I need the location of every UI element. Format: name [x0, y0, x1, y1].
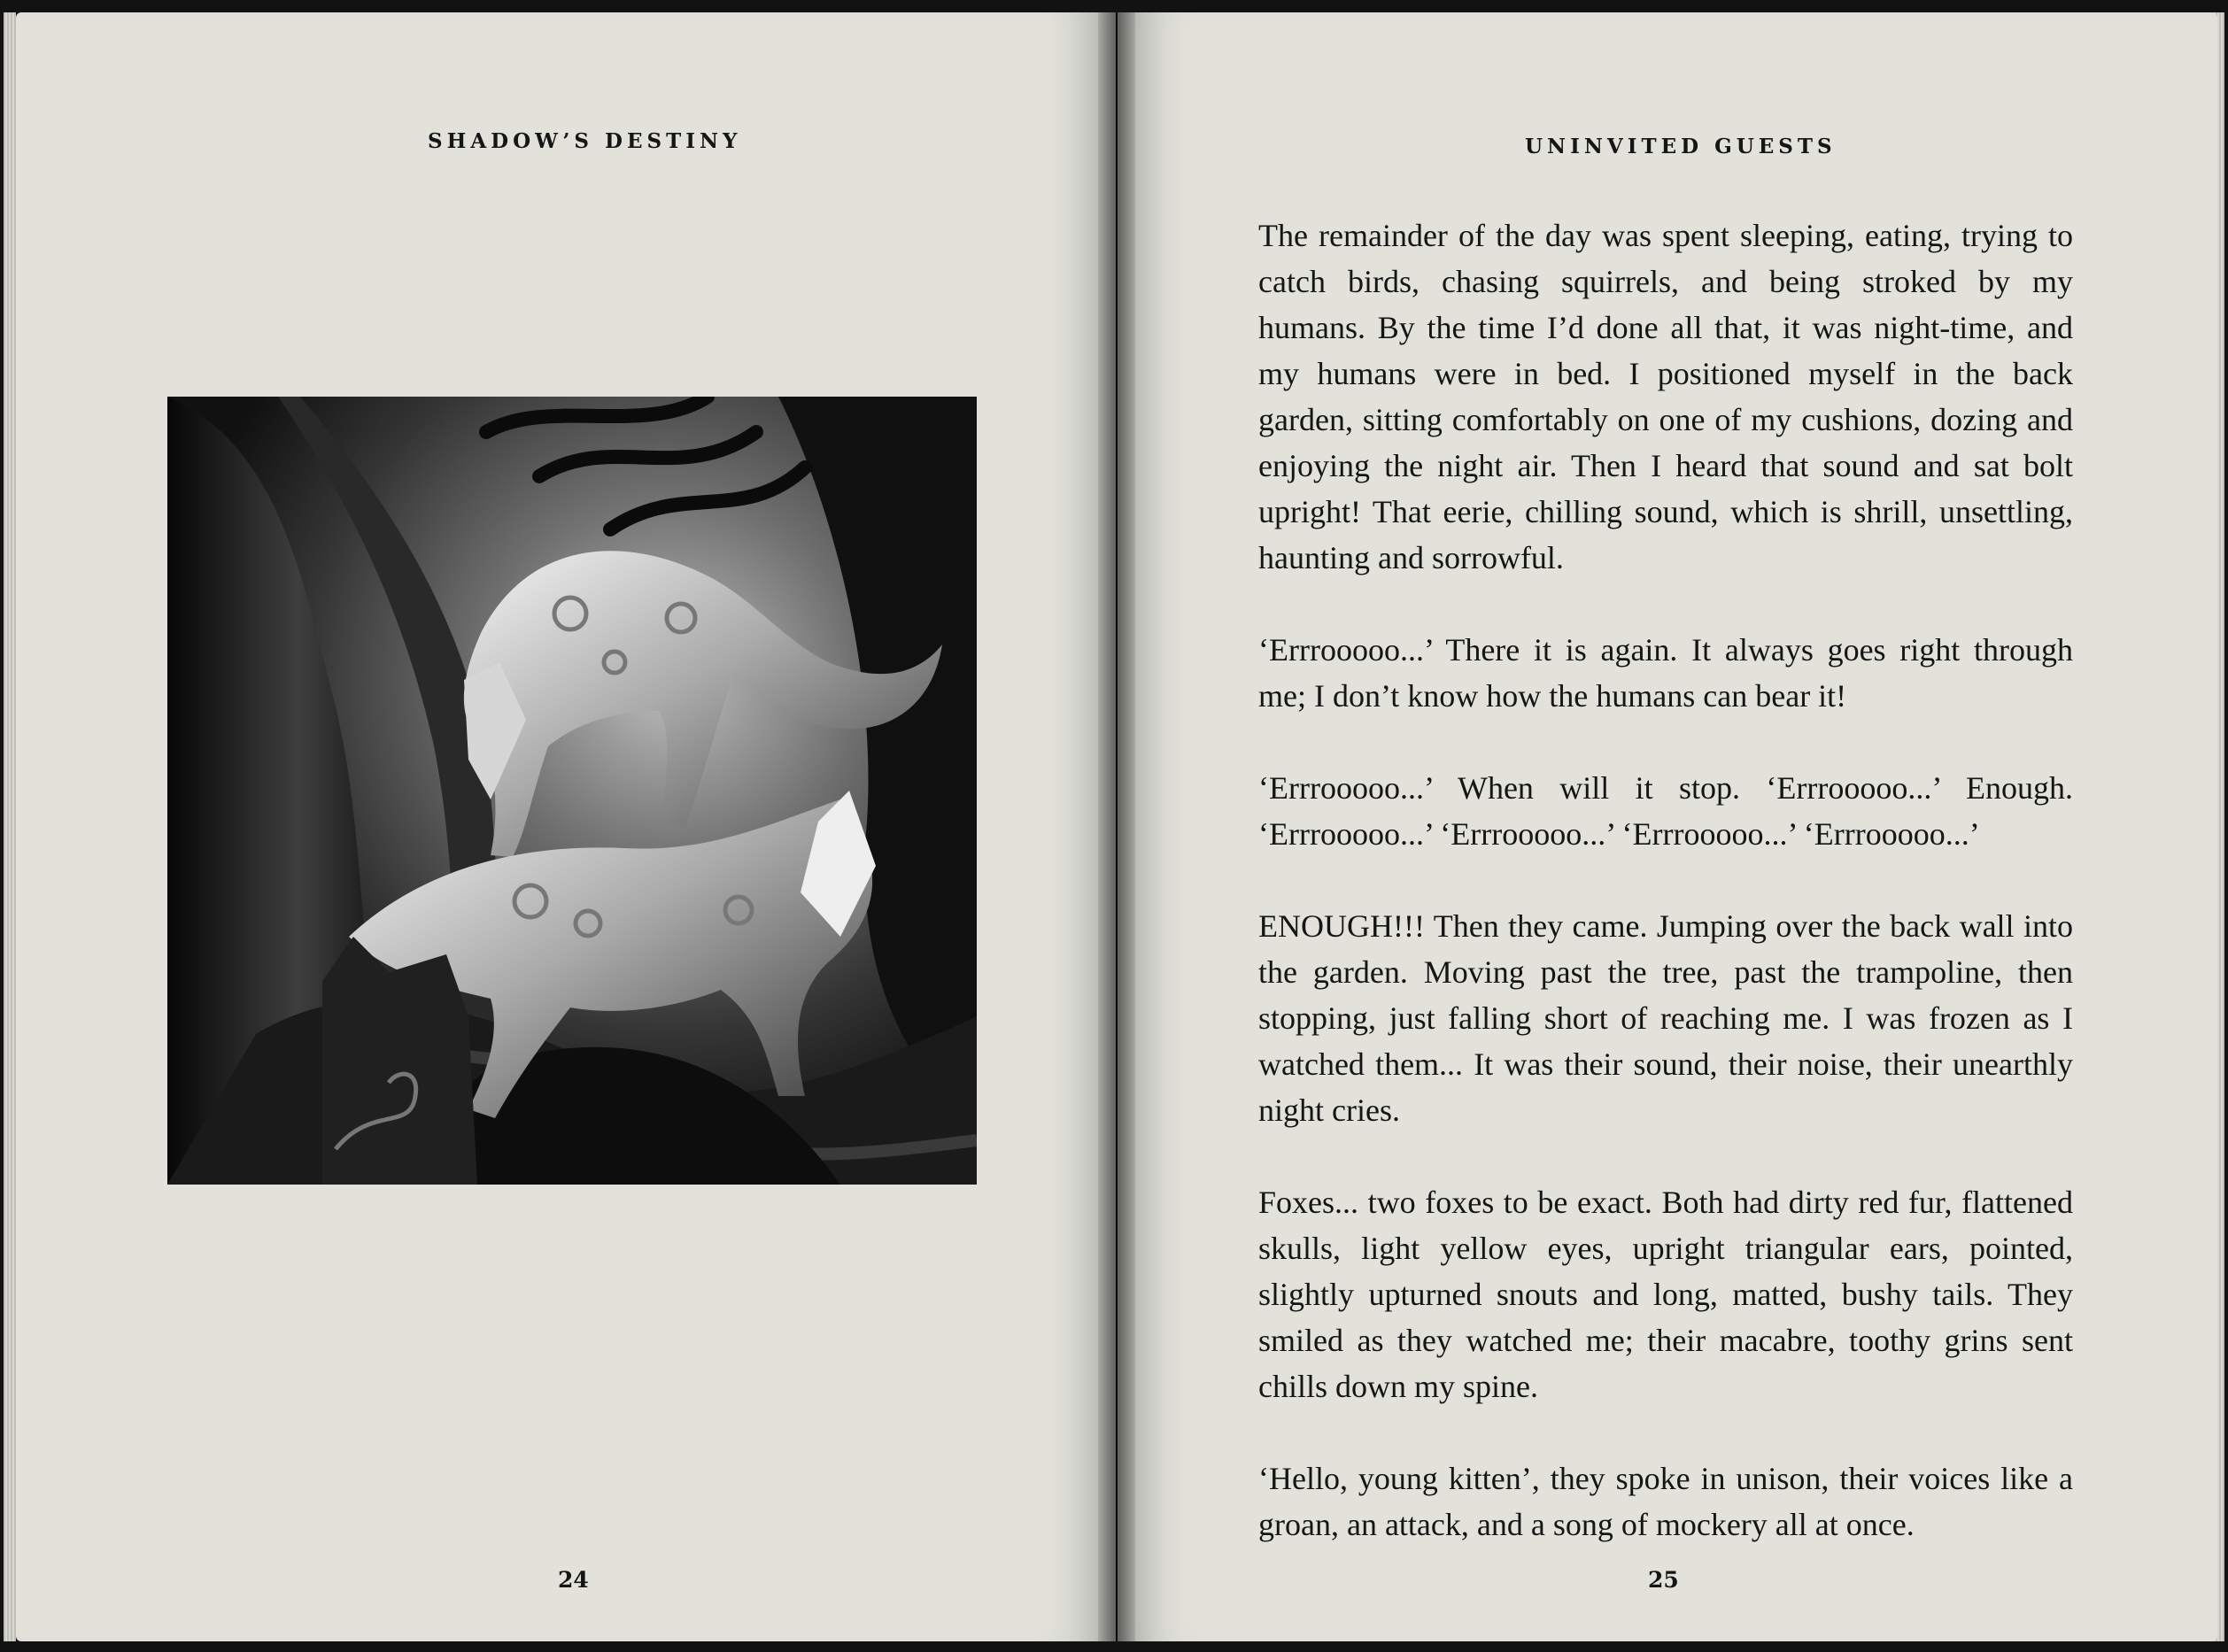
paragraph-4: ENOUGH!!! Then they came. Jumping over the back wall into the garden. Moving past the tree, past the trampoline, then stopping, just falling short of reaching me. I was frozen as I watched them... It was their sound, their noise, their unearthly night cries.	[1258, 908, 2073, 1128]
left-page-number: 24	[558, 1567, 589, 1593]
left-page-edges	[4, 12, 16, 1641]
fox-forest-illustration	[167, 397, 977, 1185]
left-running-head: SHADOW’S DESTINY	[428, 129, 742, 153]
paragraph-6: ‘Hello, young kitten’, they spoke in unison, their voices like a groan, an attack, and a song of mockery all at once.	[1258, 1461, 2073, 1542]
paragraph-5: Foxes... two foxes to be exact. Both had dirty red fur, flattened skulls, light yellow eyes, upright triangular ears, pointed, slightly upturned snouts and long, matted, bushy tails. They smiled as they watched me; their macabre, toothy grins sent chills down my spine.	[1258, 1185, 2073, 1404]
right-running-head: UNINVITED GUESTS	[1525, 135, 1837, 158]
paragraph-2: ‘Errrooooo...’ There it is again. It always goes right through me; I don’t know how the humans can bear it!	[1258, 632, 2073, 714]
paragraph-3: ‘Errrooooo...’ When will it stop. ‘Errrooooo...’ Enough. ‘Errrooooo...’ ‘Errrooooo...’ ‘Errrooooo...’ ‘Errrooooo...’	[1258, 770, 2073, 852]
chapter-text	[1258, 212, 2073, 1594]
left-page	[16, 12, 1116, 1641]
paragraph-1: The remainder of the day was spent sleeping, eating, trying to catch birds, chasing squirrels, and being stroked by my humans. By the time I’d done all that, it was night-time, and my humans were in bed. I positioned myself in the back garden, sitting comfortably on one of my cushions, dozing and enjoying the night air. Then I heard that sound and sat bolt upright! That eerie, chilling sound, which is shrill, unsettling, haunting and sorrowful.	[1258, 218, 2073, 575]
fox-illustration-image	[167, 397, 977, 1185]
right-page	[1118, 12, 2217, 1641]
right-page-number: 25	[1648, 1567, 1679, 1593]
